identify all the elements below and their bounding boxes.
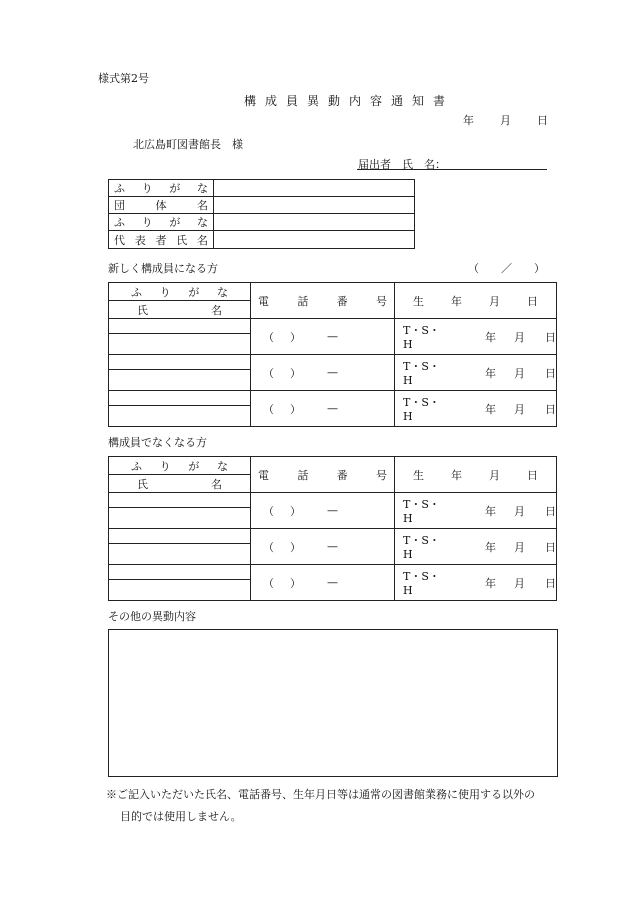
birth-year-label: 年 — [485, 540, 496, 554]
org-label-furigana-2 — [114, 214, 208, 230]
org-label-char: ふ — [114, 216, 125, 229]
table-row — [109, 319, 557, 355]
birth-year-label: 年 — [485, 402, 496, 416]
birth-day-label: 日 — [545, 576, 556, 590]
org-row-label — [109, 231, 214, 249]
addressee: 北広島町図書館長 様 — [133, 138, 243, 151]
org-label-char: が — [169, 216, 181, 229]
phone-paren-open: （ — [263, 576, 274, 590]
birth-header-char: 日 — [527, 294, 538, 308]
furigana-header-char: が — [188, 285, 200, 299]
member-phone-field[interactable] — [251, 355, 395, 391]
phone-dash: — — [327, 504, 338, 517]
birthdate-header — [395, 283, 557, 319]
member-phone-field[interactable] — [251, 529, 395, 565]
phone-header — [251, 283, 395, 319]
member-name-cell — [109, 391, 251, 427]
member-furigana-field[interactable] — [109, 319, 250, 334]
member-phone-field[interactable] — [251, 493, 395, 529]
phone-dash: — — [327, 576, 338, 589]
birth-year-label: 年 — [485, 504, 496, 518]
furigana-header-char: ふ — [131, 285, 142, 299]
org-label-furigana-1 — [114, 180, 208, 196]
furigana-header-char: が — [188, 459, 200, 473]
page-title: 構成員異動内容通知書 — [244, 94, 455, 108]
birthdate-header — [395, 457, 557, 493]
birth-day-label: 日 — [545, 366, 556, 380]
phone-header-char: 番 — [336, 294, 348, 308]
member-grid — [108, 282, 557, 427]
phone-dash: — — [327, 330, 338, 343]
phone-paren-open: （ — [263, 366, 274, 380]
org-label-char: 名 — [197, 233, 208, 247]
name-header-char: 氏 — [137, 477, 148, 491]
other-changes-heading: その他の異動内容 — [108, 610, 196, 623]
org-row-label — [109, 180, 214, 197]
member-furigana-field[interactable] — [109, 529, 250, 544]
era-choice: T・S・H — [403, 396, 440, 423]
member-name-cell — [109, 565, 251, 601]
member-birthdate-field[interactable] — [395, 355, 557, 391]
birth-header-char: 生 — [413, 294, 424, 308]
new-members-count: （ ／ ） — [468, 262, 545, 275]
org-label-rep-name — [114, 232, 208, 248]
phone-dash: — — [327, 366, 338, 379]
birth-header-char: 月 — [489, 294, 500, 308]
table-row — [109, 391, 557, 427]
phone-header-char: 番 — [336, 468, 348, 482]
member-phone-field[interactable] — [251, 565, 395, 601]
member-furigana-field[interactable] — [109, 391, 250, 406]
member-birthdate-field[interactable] — [395, 529, 557, 565]
org-label-char: 代 — [114, 233, 125, 247]
phone-paren-close: ） — [290, 330, 301, 344]
removed-members-table — [108, 456, 557, 601]
member-name-field[interactable] — [109, 580, 250, 600]
privacy-note-line-1: ※ご記入いただいた氏名、電話番号、生年月日等は通常の図書館業務に使用する以外の — [106, 788, 535, 801]
era-choice: T・S・H — [403, 534, 440, 561]
org-label-char: な — [196, 216, 208, 229]
member-phone-field[interactable] — [251, 391, 395, 427]
org-label-char: な — [196, 182, 208, 195]
new-members-table — [108, 282, 557, 427]
member-name-field[interactable] — [109, 406, 250, 426]
org-label-char: 表 — [134, 233, 146, 247]
table-row — [109, 529, 557, 565]
member-birthdate-field[interactable] — [395, 319, 557, 355]
other-changes-box[interactable] — [108, 629, 558, 777]
era-choice: T・S・H — [403, 360, 440, 387]
phone-dash: — — [327, 540, 338, 553]
phone-header — [251, 457, 395, 493]
org-label-char: 名 — [197, 199, 208, 212]
new-members-heading: 新しく構成員になる方 — [108, 262, 218, 275]
org-label-group-name — [114, 197, 208, 213]
member-furigana-field[interactable] — [109, 355, 250, 370]
birth-month-label: 月 — [514, 366, 525, 380]
phone-header-char: 号 — [375, 468, 387, 482]
name-header-char: 名 — [211, 477, 222, 491]
member-name-cell — [109, 355, 251, 391]
org-label-char: 団 — [114, 199, 125, 212]
phone-header-char: 号 — [375, 294, 387, 308]
form-number: 様式第2号 — [98, 72, 149, 85]
date-line — [463, 112, 548, 128]
member-name-field[interactable] — [109, 544, 250, 564]
birth-month-label: 月 — [514, 402, 525, 416]
birth-year-label: 年 — [485, 366, 496, 380]
member-furigana-field[interactable] — [109, 493, 250, 508]
org-label-char: 体 — [155, 199, 167, 212]
table-row — [109, 493, 557, 529]
member-birthdate-field[interactable] — [395, 565, 557, 601]
submitter-name-field[interactable] — [357, 169, 547, 170]
birth-year-label: 年 — [485, 330, 496, 344]
birth-month-label: 月 — [514, 576, 525, 590]
furigana-header-char: な — [216, 459, 228, 473]
org-furigana-field[interactable] — [214, 180, 415, 197]
org-label-char: 者 — [155, 233, 167, 247]
member-name-field[interactable] — [109, 334, 250, 354]
member-birthdate-field[interactable] — [395, 493, 557, 529]
phone-header-char: 話 — [297, 468, 309, 482]
org-label-char: が — [169, 182, 181, 195]
phone-header-char: 電 — [258, 468, 269, 482]
date-day-label: 日 — [537, 114, 548, 127]
phone-paren-close: ） — [290, 402, 301, 416]
phone-header-char: 話 — [297, 294, 309, 308]
member-name-field[interactable] — [109, 508, 250, 528]
member-name-cell — [109, 319, 251, 355]
furigana-header-char: り — [159, 459, 171, 473]
birth-day-label: 日 — [545, 540, 556, 554]
furigana-header-char: ふ — [131, 459, 142, 473]
member-name-cell — [109, 493, 251, 529]
phone-paren-close: ） — [290, 576, 301, 590]
phone-paren-close: ） — [290, 540, 301, 554]
org-label-char: 氏 — [176, 233, 188, 247]
table-row — [109, 565, 557, 601]
phone-dash: — — [327, 402, 338, 415]
organization-table — [108, 179, 415, 249]
era-choice: T・S・H — [403, 324, 440, 351]
birth-header-char: 年 — [451, 294, 462, 308]
member-phone-field[interactable] — [251, 319, 395, 355]
era-choice: T・S・H — [403, 498, 440, 525]
table-row — [109, 355, 557, 391]
member-birthdate-field[interactable] — [395, 391, 557, 427]
removed-members-heading: 構成員でなくなる方 — [108, 436, 207, 449]
member-name-field[interactable] — [109, 370, 250, 390]
phone-paren-open: （ — [263, 540, 274, 554]
name-header-char: 氏 — [137, 303, 148, 317]
member-furigana-field[interactable] — [109, 565, 250, 580]
furigana-header-char: り — [159, 285, 171, 299]
phone-paren-open: （ — [263, 402, 274, 416]
org-row-label — [109, 214, 214, 231]
furigana-header-char: な — [216, 285, 228, 299]
org-rep-furigana-field[interactable] — [214, 214, 415, 231]
birth-month-label: 月 — [514, 330, 525, 344]
furigana-name-header — [109, 457, 251, 493]
birth-day-label: 日 — [545, 402, 556, 416]
org-group-name-field[interactable] — [214, 197, 415, 214]
phone-header-char: 電 — [258, 294, 269, 308]
date-month-label: 月 — [500, 114, 511, 127]
birth-header-char: 生 — [413, 468, 424, 482]
submitter-label: 届出者 氏 名： — [358, 158, 446, 171]
furigana-name-header — [109, 283, 251, 319]
birth-day-label: 日 — [545, 504, 556, 518]
name-header-char: 名 — [211, 303, 222, 317]
era-choice: T・S・H — [403, 570, 440, 597]
org-label-char: り — [141, 182, 153, 195]
phone-paren-close: ） — [290, 366, 301, 380]
member-name-cell — [109, 529, 251, 565]
birth-year-label: 年 — [485, 576, 496, 590]
birth-header-char: 年 — [451, 468, 462, 482]
birth-month-label: 月 — [514, 504, 525, 518]
birth-header-char: 月 — [489, 468, 500, 482]
org-label-char: り — [141, 216, 153, 229]
privacy-note-line-2: 目的では使用しません。 — [120, 810, 242, 823]
date-year-label: 年 — [463, 114, 474, 127]
member-grid — [108, 456, 557, 601]
org-row-label — [109, 197, 214, 214]
phone-paren-open: （ — [263, 330, 274, 344]
phone-paren-open: （ — [263, 504, 274, 518]
org-rep-name-field[interactable] — [214, 231, 415, 249]
phone-paren-close: ） — [290, 504, 301, 518]
birth-header-char: 日 — [527, 468, 538, 482]
birth-month-label: 月 — [514, 540, 525, 554]
org-label-char: ふ — [114, 182, 125, 195]
birth-day-label: 日 — [545, 330, 556, 344]
